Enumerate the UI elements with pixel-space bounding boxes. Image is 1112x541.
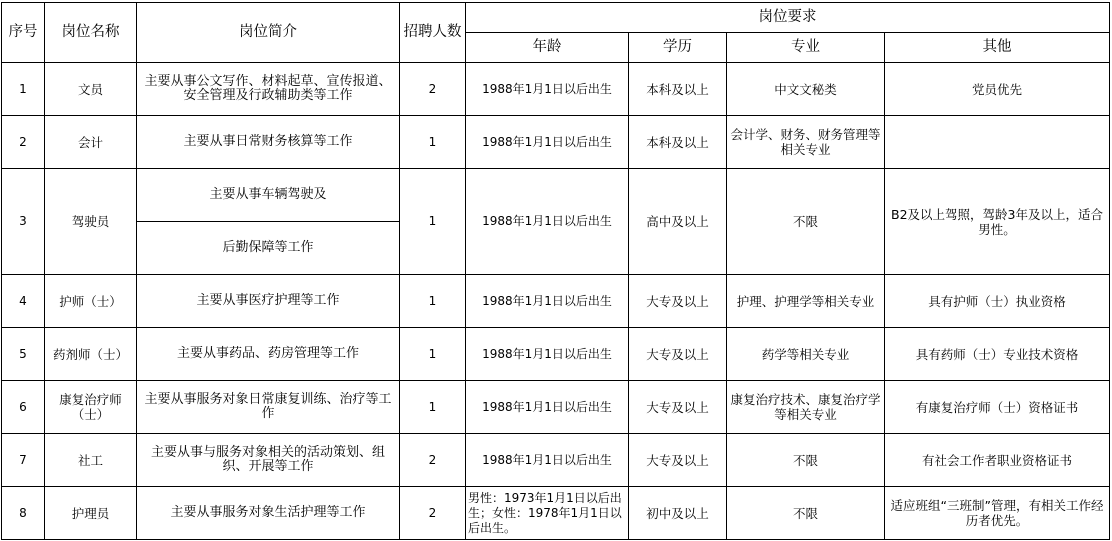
cell-education: 大专及以上 [629,434,727,487]
cell-education: 大专及以上 [629,275,727,328]
cell-age: 1988年1月1日以后出生 [466,275,629,328]
header-no: 序号 [2,3,45,63]
cell-education: 本科及以上 [629,116,727,169]
cell-count: 2 [400,487,466,540]
cell-intro: 主要从事医疗护理等工作 [137,275,400,328]
cell-major: 不限 [727,169,885,275]
cell-intro-part1: 主要从事车辆驾驶及 [137,169,400,222]
cell-position: 药剂师（士） [45,328,137,381]
cell-position: 护理员 [45,487,137,540]
cell-age: 1988年1月1日以后出生 [466,169,629,275]
cell-intro: 主要从事药品、药房管理等工作 [137,328,400,381]
cell-no: 8 [2,487,45,540]
cell-education: 大专及以上 [629,328,727,381]
cell-intro: 主要从事服务对象日常康复训练、治疗等工作 [137,381,400,434]
cell-other [885,116,1110,169]
cell-position: 社工 [45,434,137,487]
cell-intro: 主要从事服务对象生活护理等工作 [137,487,400,540]
cell-education: 大专及以上 [629,381,727,434]
cell-other: B2及以上驾照，驾龄3年及以上，适合男性。 [885,169,1110,275]
cell-no: 5 [2,328,45,381]
header-education: 学历 [629,33,727,63]
cell-position: 康复治疗师（士） [45,381,137,434]
table-row [2,434,1110,487]
cell-education: 初中及以上 [629,487,727,540]
header-intro: 岗位简介 [137,3,400,63]
cell-age: 1988年1月1日以后出生 [466,63,629,116]
cell-education: 本科及以上 [629,63,727,116]
cell-other: 具有药师（士）专业技术资格 [885,328,1110,381]
cell-major: 康复治疗技术、康复治疗学等相关专业 [727,381,885,434]
cell-age: 1988年1月1日以后出生 [466,116,629,169]
cell-count: 1 [400,275,466,328]
cell-count: 1 [400,116,466,169]
cell-no: 6 [2,381,45,434]
cell-other: 党员优先 [885,63,1110,116]
cell-intro-part2: 后勤保障等工作 [137,222,400,275]
cell-age: 1988年1月1日以后出生 [466,434,629,487]
cell-count: 2 [400,434,466,487]
cell-education: 高中及以上 [629,169,727,275]
recruitment-table [1,2,1110,540]
header-row-1 [2,3,1110,33]
cell-other: 有康复治疗师（士）资格证书 [885,381,1110,434]
table-row [2,487,1110,540]
cell-other: 有社会工作者职业资格证书 [885,434,1110,487]
header-position: 岗位名称 [45,3,137,63]
cell-position: 护师（士） [45,275,137,328]
header-age: 年龄 [466,33,629,63]
cell-other: 适应班组“三班制”管理，有相关工作经历者优先。 [885,487,1110,540]
cell-count: 1 [400,381,466,434]
cell-position: 文员 [45,63,137,116]
cell-major: 护理、护理学等相关专业 [727,275,885,328]
cell-age: 1988年1月1日以后出生 [466,328,629,381]
table-row [2,381,1110,434]
cell-intro: 主要从事日常财务核算等工作 [137,116,400,169]
cell-intro: 主要从事与服务对象相关的活动策划、组织、开展等工作 [137,434,400,487]
table-row [2,328,1110,381]
header-count: 招聘人数 [400,3,466,63]
cell-major: 药学等相关专业 [727,328,885,381]
cell-position: 驾驶员 [45,169,137,275]
cell-count: 1 [400,169,466,275]
cell-position: 会计 [45,116,137,169]
header-major: 专业 [727,33,885,63]
cell-age: 1988年1月1日以后出生 [466,381,629,434]
cell-major: 中文文秘类 [727,63,885,116]
cell-major: 不限 [727,434,885,487]
table-row [2,275,1110,328]
cell-other: 具有护师（士）执业资格 [885,275,1110,328]
cell-count: 1 [400,328,466,381]
cell-no: 3 [2,169,45,275]
cell-no: 7 [2,434,45,487]
cell-intro: 主要从事公文写作、材料起草、宣传报道、安全管理及行政辅助类等工作 [137,63,400,116]
cell-major: 会计学、财务、财务管理等相关专业 [727,116,885,169]
header-other: 其他 [885,33,1110,63]
table-row [2,169,1110,222]
table-row [2,63,1110,116]
table-row [2,116,1110,169]
cell-no: 2 [2,116,45,169]
cell-major: 不限 [727,487,885,540]
cell-age: 男性：1973年1月1日以后出生；女性：1978年1月1日以后出生。 [466,487,629,540]
cell-no: 4 [2,275,45,328]
cell-count: 2 [400,63,466,116]
cell-no: 1 [2,63,45,116]
header-requirements: 岗位要求 [466,3,1110,33]
